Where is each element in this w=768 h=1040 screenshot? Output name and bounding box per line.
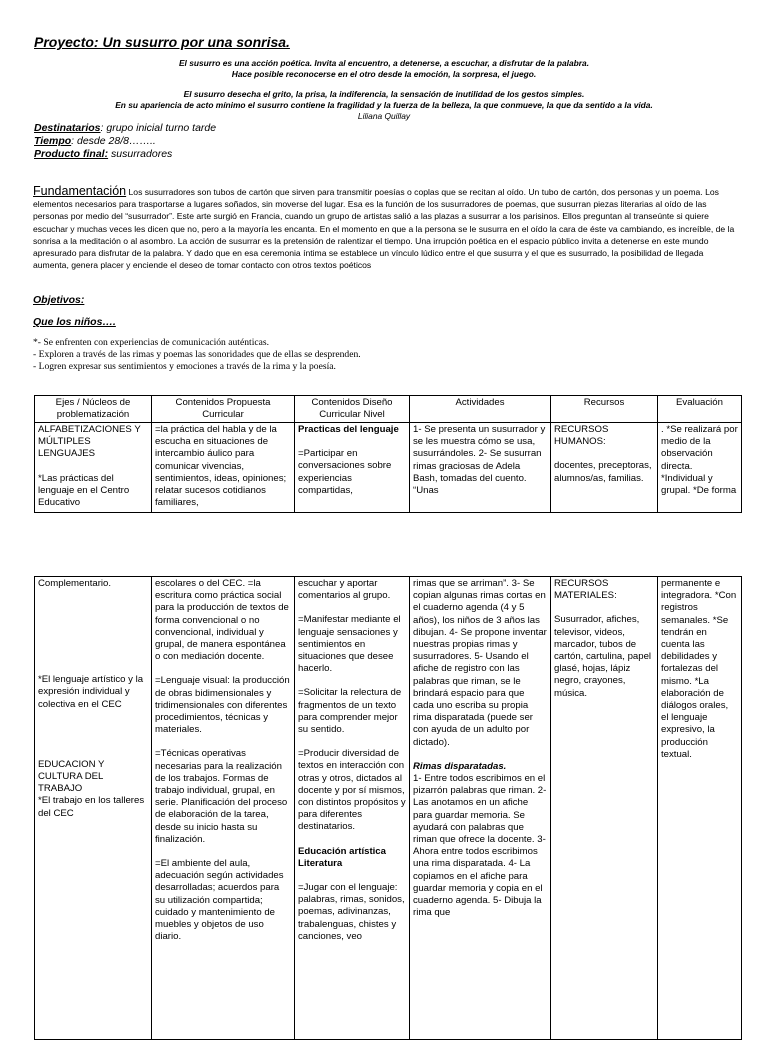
list-item: - Logren expresar sus sentimientos y emociones a través de la rima y la poesía.: [33, 361, 336, 373]
cell-text: escolares o del CEC. =la escritura como práctica social para la producción de textos de forma convencional o no convencional, individual y grupal, de manera espontánea o con mediación docente.: [155, 578, 289, 663]
cell-text: *Las prácticas del lenguaje en el Centro Educativo: [38, 472, 130, 509]
cell-heading: Rimas disparatadas.: [413, 760, 507, 772]
objetivos-list: [33, 337, 361, 374]
column-header: Actividades: [410, 396, 551, 423]
table-row: [35, 577, 742, 1040]
cell-text: *El trabajo en los talleres del CEC: [38, 795, 145, 819]
cell-text: =Producir diversidad de textos en interacción con otras y otros, dictados al docente y por sí mismos, con distintos propósitos y para diferentes destinatarios.: [298, 748, 406, 833]
cell-ejes: [35, 423, 152, 513]
cell-heading: RECURSOS MATERIALES:: [554, 578, 617, 602]
cell-propuesta: [152, 577, 295, 1040]
cell-heading: Educación artística Literatura: [298, 845, 386, 869]
meta-value: : grupo inicial turno tarde: [100, 122, 217, 134]
meta-value: susurradores: [108, 148, 173, 160]
cell-text: ALFABETIZACIONES Y MÚLTIPLES LENGUAJES: [38, 424, 141, 460]
cell-text: =Solicitar la relectura de fragmentos de un texto para comprender mejor su sentido.: [298, 687, 402, 736]
cell-text: 1- Entre todos escribimos en el pizarrón palabras que riman. 2- Las anotamos en un afiche para guardar memoria. Se ayudará con palabras que riman que ofrece la docente. 3- Ahora entre todos escribimos una rima disparatada. 4- La copiamos en el afiche para guardar memoria y copia en el cuaderno agenda. 5- Dibuja la rima que: [413, 773, 547, 919]
meta-product: [34, 148, 172, 161]
quote-line: En su apariencia de acto mínimo el susurro contiene la fragilidad y la fuerza de la belleza, la que conmueve, la que da sentido a la vida.: [115, 99, 653, 110]
table-header-row: [35, 396, 742, 423]
page-title: Proyecto: Un susurro por una sonrisa.: [34, 34, 290, 50]
cell-diseno: [295, 577, 410, 1040]
cell-ejes: [35, 577, 152, 1040]
column-header: Evaluación: [658, 396, 742, 423]
cell-actividades: 1- Se presenta un susurrador y se les muestra cómo se usa, susurrándoles. 2- Se susurran rimas graciosas de Adela Bash, tomadas del cuento. “Unas: [410, 423, 551, 513]
meta-time: [34, 135, 156, 148]
meta-label: Destinatarios: [34, 122, 101, 134]
cell-heading: RECURSOS HUMANOS:: [554, 424, 609, 448]
cell-text: =El ambiente del aula, adecuación según actividades desarrolladas; acuerdos para su utilización compartida; cuidado y mantenimiento de muebles y objetos de uso diario.: [155, 858, 284, 943]
cell-actividades: [410, 577, 551, 1040]
planning-table-bottom: [34, 576, 742, 1040]
planning-table-top: [34, 395, 742, 513]
cell-recursos: [551, 577, 658, 1040]
cell-text: docentes, preceptoras, alumnos/as, familias.: [554, 460, 652, 484]
cell-propuesta: =la práctica del habla y de la escucha en situaciones de intercambio áulico para comunicar vivencias, sentimientos, ideas, opiniones; relatar sucesos cotidianos familiares,: [152, 423, 295, 513]
meta-value: : desde 28/8……..: [71, 135, 156, 147]
quote-line: Hace posible reconocerse en el otro desde la emoción, la sorpresa, el juego.: [231, 68, 537, 79]
cell-diseno: [295, 423, 410, 513]
column-header: Recursos: [551, 396, 658, 423]
cell-evaluacion: permanente e integradora. *Con registros semanales. *Se tendrán en cuenta las debilidades y fortalezas del mismo. *La elaboración de diálogos orales, el lenguaje expresivo, la producción textual.: [658, 577, 742, 1040]
fundamentacion-heading: Fundamentación: [33, 184, 127, 198]
cell-text: =Técnicas operativas necesarias para la realización de los trabajos. Formas de trabajo individual, grupal, en serie. Planificación del proceso de elaboración de la tarea, desde su inicio hasta su finalización.: [155, 748, 288, 845]
meta-recipients: [34, 122, 216, 135]
cell-text: Complementario.: [38, 578, 112, 589]
cell-text: =Manifestar mediante el lenguaje sensaciones y sentimientos en situaciones que desee hacerlo.: [298, 614, 401, 675]
list-item: - Exploren a través de las rimas y poemas las sonoridades que de ellas se desprenden.: [33, 349, 361, 361]
meta-label: Tiempo: [34, 135, 72, 147]
cell-text: EDUCACION Y CULTURA DEL TRABAJO: [38, 758, 105, 795]
meta-label: Producto final:: [34, 148, 109, 160]
cell-text: rimas que se arriman”. 3- Se copian algunas rimas cortas en el cuaderno agenda (4 y 5 años), los niños de 3 años las dibujan. 4- Se propone inventar nuestras propias rimas y susurradores. 5- Usando el afiche de registro con las palabras que riman, se le brindará espacio para que cada uno escriba su propia rima disparatada (puede ser con ayuda de un adulto por dictado).: [413, 578, 547, 748]
quote-line: El susurro desecha el grito, la prisa, la indiferencia, la sensación de inutilidad de los gestos simples.: [183, 89, 585, 99]
cell-recursos: [551, 423, 658, 513]
cell-heading: Practicas del lenguaje: [298, 424, 399, 435]
column-header: Contenidos Diseño Curricular Nivel: [295, 396, 410, 423]
cell-text: escuchar y aportar comentarios al grupo.: [298, 578, 391, 602]
table-row: [35, 423, 742, 513]
quote-block-1: [20, 58, 748, 79]
cell-evaluacion: . *Se realizará por medio de la observación directa. *Individual y grupal. *De forma: [658, 423, 742, 513]
cell-text: =Participar en conversaciones sobre experiencias compartidas,: [298, 448, 392, 496]
objetivos-heading: Objetivos:: [33, 294, 85, 306]
cell-text: *El lenguaje artístico y la expresión individual y colectiva en el CEC: [38, 674, 144, 710]
cell-text: Susurrador, afiches, televisor, videos, marcador, tubos de cartón, cartulina, papel glasé, hojas, lápiz negro, crayones, música.: [554, 614, 652, 699]
column-header: Contenidos Propuesta Curricular: [152, 396, 295, 423]
cell-text: =Lenguaje visual: la producción de obras bidimensionales y tridimensionales con diferentes procedimientos, técnicas y materiales.: [155, 675, 290, 736]
list-item: *- Se enfrenten con experiencias de comunicación auténticas.: [33, 337, 270, 348]
fundamentacion-paragraph: [33, 185, 735, 271]
fundamentacion-text: Los susurradores son tubos de cartón que sirven para transmitir poesías o coplas que se recitan al oído. Un tubo de cartón, dos personas y un poema. Los elementos necesarios para trasportarse a lugares soñados, sin moverse del lugar. Esa es la función de los susurradores de poemas, que susurran piezas literarias al oído de las personas por medio del “susurrador”. Este arte surgió en Francia, cuando un grupo de artistas salió a las plazas a susurrar a los parisinos. Ellos preguntan al transeúnte si quiere escuchar y muchas veces les dicen que no, pero a la mayoría les encanta. En el momento en que a la persona se le susurra en el oído la cara de éste va cambiando, es increíble, de la sonrisa a la meditación o al asombro. La acción de susurrar es la pretensión de ralentizar el tiempo. Una irrupción poética en el espacio público invita a detenerse en este mundo apresurado para disfrutar de la palabra. Y dado que en esa ceremonia íntima se establece un vínculo lúdico entre el que susurra y el que es susurrado, la posibilidad de llegada aumenta, genera placer y enciende el deseo de tomar contacto con otros textos poéticos: [33, 187, 735, 271]
objetivos-subheading: Que los niños….: [33, 316, 116, 328]
quote-block-2: [20, 89, 748, 110]
quote-line: El susurro es una acción poética. Invita al encuentro, a detenerse, a escuchar, a disfrutar de la palabra.: [178, 58, 590, 68]
cell-text: =Jugar con el lenguaje: palabras, rimas, sonidos, poemas, adivinanzas, trabalenguas, chistes y canciones, veo: [298, 882, 405, 942]
quote-author: Liliana Quillay: [357, 111, 411, 121]
column-header: Ejes / Núcleos de problematización: [35, 396, 152, 423]
